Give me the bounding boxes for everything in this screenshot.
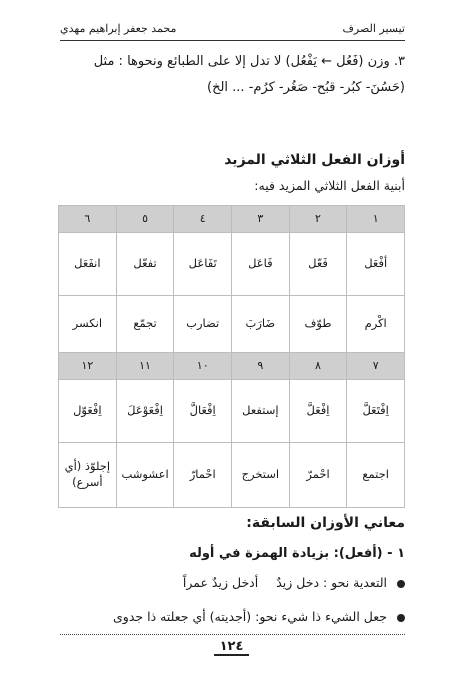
form-cell: اِفْعَوّل (59, 380, 117, 443)
number-cell: ١ (347, 206, 405, 233)
number-cell: ٦ (59, 206, 117, 233)
example-cell: ضَارَبَ (232, 296, 290, 353)
form-cell: انفَعَل (59, 233, 117, 296)
running-header (60, 20, 405, 40)
number-cell: ٨ (289, 353, 347, 380)
form-cell: اِفْعَلَّ (289, 380, 347, 443)
number-cell: ١٠ (174, 353, 232, 380)
page-number (0, 639, 463, 654)
bullet-text: التعدية نحو : دخل زيدٌ (276, 575, 387, 590)
form-cell: إستفعل (232, 380, 290, 443)
page-number-text: ١٢٤ (214, 639, 250, 656)
form-cell: فَعّل (289, 233, 347, 296)
example-cell: تضارب (174, 296, 232, 353)
footer-rule (60, 634, 405, 635)
example-cell: احْمارّ (174, 443, 232, 508)
example-cell: طوّف (289, 296, 347, 353)
number-cell: ٤ (174, 206, 232, 233)
number-cell: ٧ (347, 353, 405, 380)
example-cell: إجلوّذ (أي أسرع) (59, 443, 117, 508)
form-cell: اِفْعَالَّ (174, 380, 232, 443)
rule-3-line-2: (حَسُنَ- كبُر- قبُح- صَغُر- كرُم- ... الخ) (207, 80, 405, 95)
table-number-row (59, 206, 405, 233)
example-cell: احْمرّ (289, 443, 347, 508)
table-form-row (59, 233, 405, 296)
number-cell: ٥ (116, 206, 174, 233)
example-cell: انكسر (59, 296, 117, 353)
table-form-row (59, 380, 405, 443)
table-number-row (59, 353, 405, 380)
bullet-example: أدخل زيدٌ عمراً (182, 575, 259, 590)
form-cell: اِفْعَوْعَلَ (116, 380, 174, 443)
form-cell: تَفَاعَل (174, 233, 232, 296)
number-cell: ١٢ (59, 353, 117, 380)
form-cell: فَاعَل (232, 233, 290, 296)
number-cell: ١١ (116, 353, 174, 380)
rule-3-line-1: ٣. وزن (فَعُل ← يَفْعُل) لا تدل إلا على الطبائع ونحوها : مثل (93, 54, 405, 69)
number-cell: ٢ (289, 206, 347, 233)
form-cell: اِفْتَعَلَّ (347, 380, 405, 443)
meanings-subheading: ١ - (أفعل): بزيادة الهمزة في أوله (189, 546, 405, 561)
form-cell: أفْعَل (347, 233, 405, 296)
table-example-row (59, 296, 405, 353)
header-rule (60, 40, 405, 41)
bullet-text: جعل الشيء ذا شيء نحو: (أجديته) أي جعلته ذا جدوى (113, 609, 387, 624)
bullet-dot-icon (397, 580, 405, 588)
number-cell: ٩ (232, 353, 290, 380)
bullet-dot-icon (397, 614, 405, 622)
example-cell: اجتمع (347, 443, 405, 508)
example-cell: استخرج (232, 443, 290, 508)
bullet-item (183, 575, 405, 590)
bullet-item (113, 609, 405, 624)
example-cell: اعشوشب (116, 443, 174, 508)
section-heading: أوزان الفعل الثلاثي المزيد (224, 152, 405, 168)
example-cell: تجمّع (116, 296, 174, 353)
number-cell: ٣ (232, 206, 290, 233)
section-intro: أبنية الفعل الثلاثي المزيد فيه: (254, 178, 405, 193)
book-title: تيسير الصرف (342, 22, 405, 35)
table-example-row (59, 443, 405, 508)
form-cell: تفعّل (116, 233, 174, 296)
example-cell: اكْرم (347, 296, 405, 353)
meanings-heading: معاني الأوزان السابقة: (246, 515, 405, 531)
verb-forms-table (58, 205, 405, 508)
author-name: محمد جعفر إبراهيم مهدي (60, 22, 177, 35)
